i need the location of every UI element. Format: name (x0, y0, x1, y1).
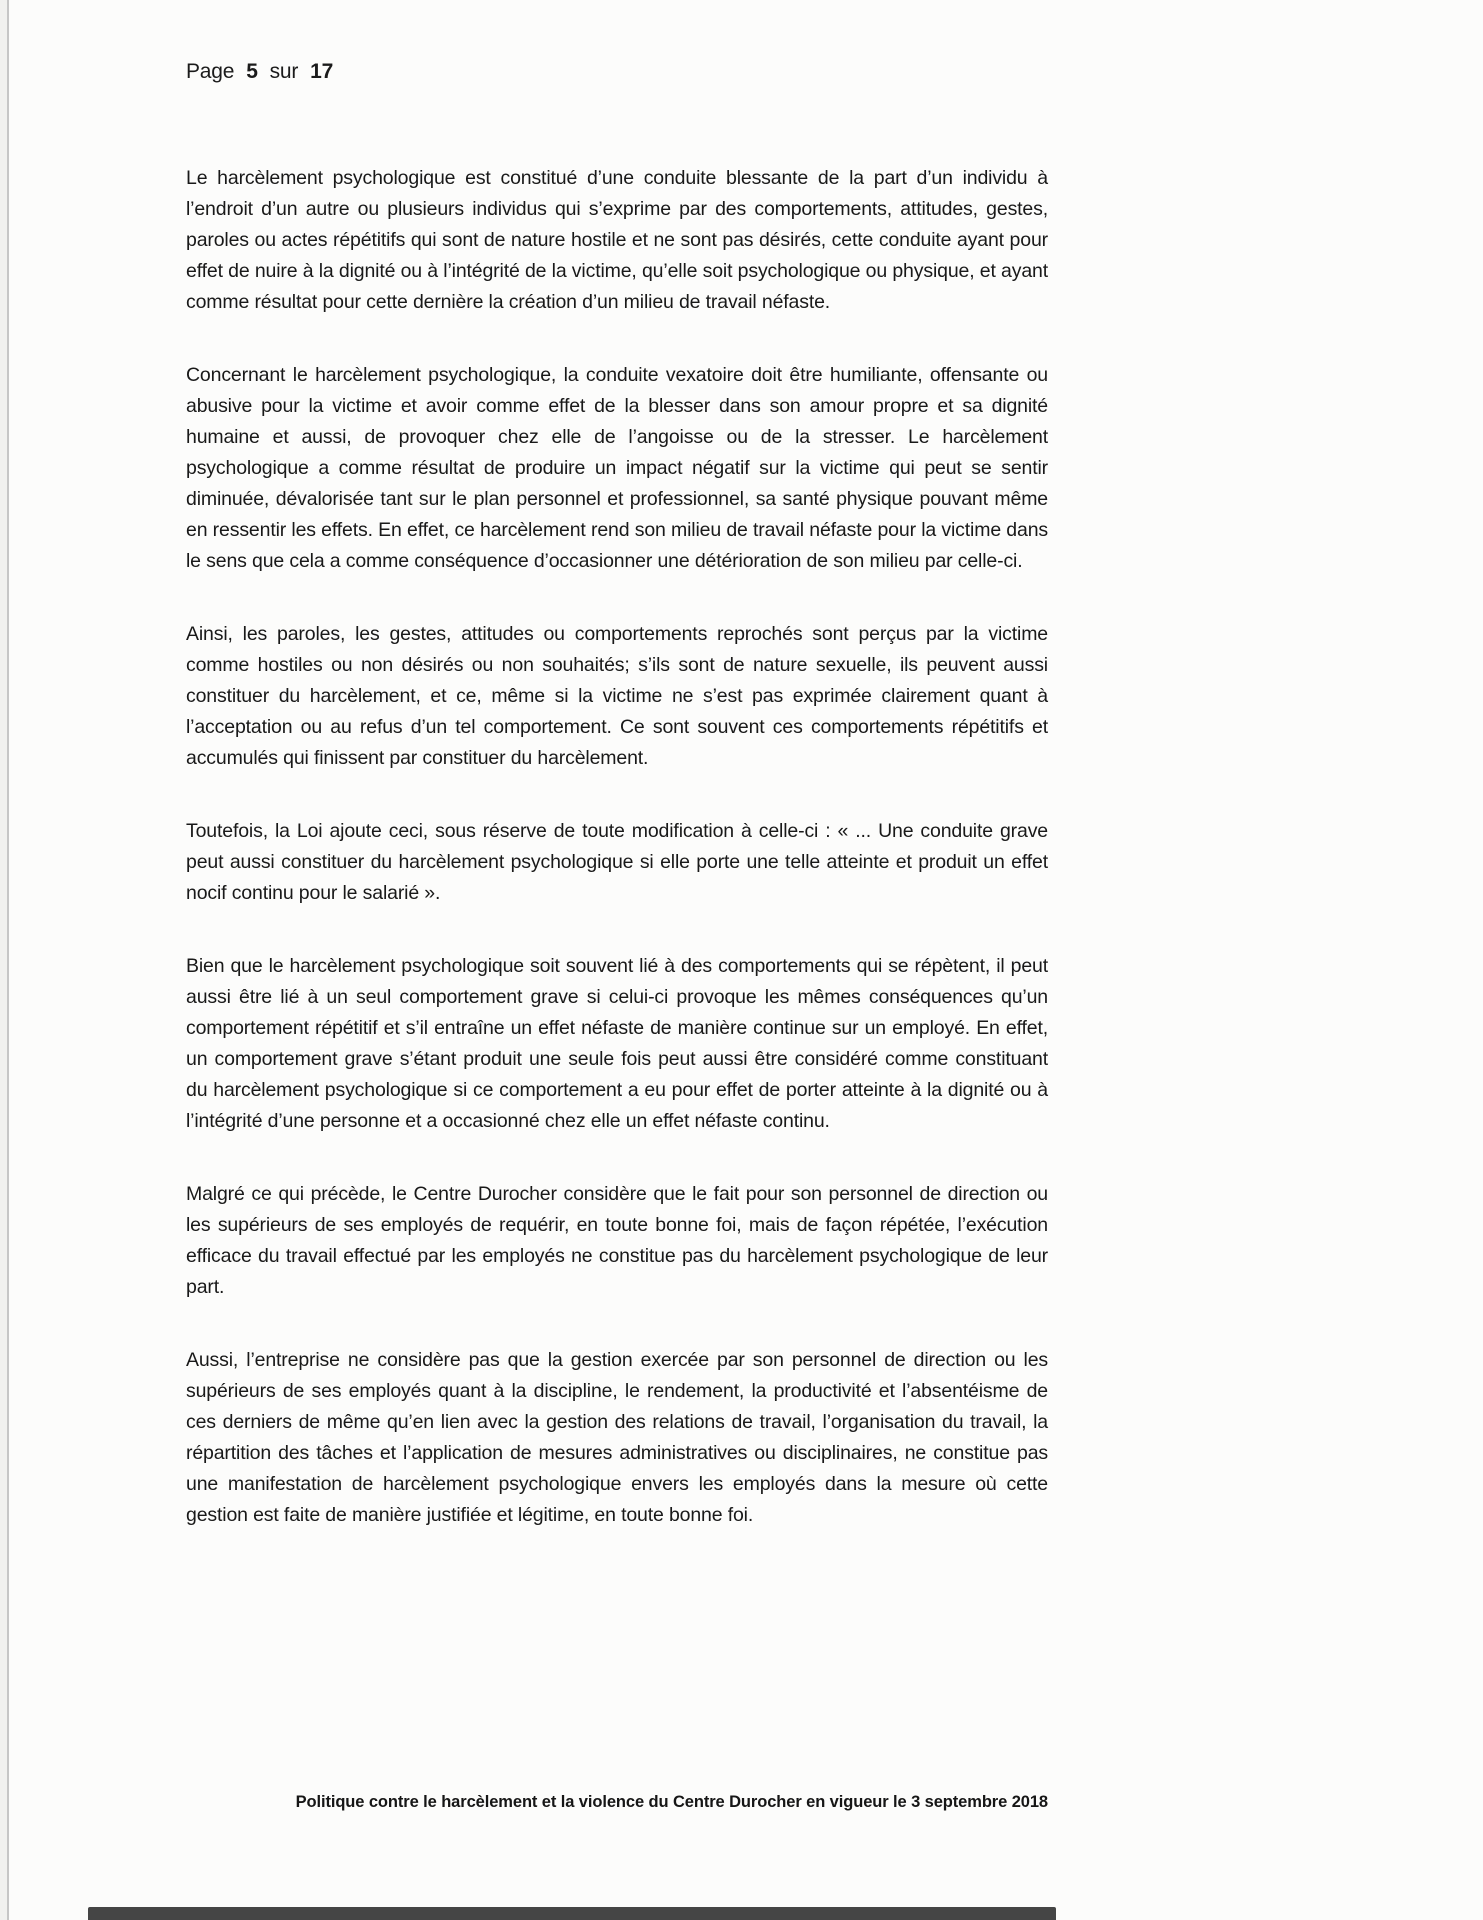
paragraph-gestion-entreprise: Aussi, l’entreprise ne considère pas que la gestion exercée par son personnel de direction ou les supérieurs de ses employés quant à la discipline, le rendement, la productivité et l’absentéisme de ces derniers de même qu’en lien avec la gestion des relations de travail, l’organisation du travail, la répartition des tâches et l’application de mesures administratives ou disciplinaires, ne constitue pas une manifestation de harcèlement psychologique envers les employés dans la mesure où cette gestion est faite de manière justifiée et légitime, en toute bonne foi. (186, 1349, 1048, 1526)
sur-word: sur (269, 60, 299, 83)
paragraph-loi-conduite-grave: Toutefois, la Loi ajoute ceci, sous réserve de toute modification à celle-ci : « ... Une conduite grave peut aussi constituer du harcèlement psychologique si elle porte une telle atteinte et produit un effet nocif continu pour le salarié ». (186, 820, 1048, 904)
document-footer: Politique contre le harcèlement et la violence du Centre Durocher en vigueur le 3 septembre 2018 (295, 1793, 1048, 1811)
page-number-header (186, 60, 333, 84)
document-body (186, 163, 1048, 1573)
paragraph-paroles-gestes: Ainsi, les paroles, les gestes, attitudes ou comportements reprochés sont perçus par la victime comme hostiles ou non désirés ou non souhaités; s’ils sont de nature sexuelle, ils peuvent aussi constituer du harcèlement, et ce, même si la victime ne s’est pas exprimée clairement quant à l’acceptation ou au refus d’un tel comportement. Ce sont souvent ces comportements répétitifs et accumulés qui finissent par constituer du harcèlement. (186, 623, 1048, 769)
paragraph-conduite-vexatoire: Concernant le harcèlement psychologique, la conduite vexatoire doit être humiliante, offensante ou abusive pour la victime et avoir comme effet de la blesser dans son amour propre et sa dignité humaine et aussi, de provoquer chez elle de l’angoisse ou de la stresser. Le harcèlement psychologique a comme résultat de produire un impact négatif sur la victime qui peut se sentir diminuée, dévalorisée tant sur le plan personnel et professionnel, sa santé physique pouvant même en ressentir les effets. En effet, ce harcèlement rend son milieu de travail néfaste pour la victime dans le sens que cela a comme conséquence d’occasionner une détérioration de son milieu par celle-ci. (186, 364, 1048, 572)
page-word: Page (186, 60, 235, 83)
bottom-scan-bar (88, 1907, 1056, 1920)
paragraph-centre-durocher-direction: Malgré ce qui précède, le Centre Durocher considère que le fait pour son personnel de direction ou les supérieurs de ses employés de requérir, en toute bonne foi, mais de façon répétée, l’exécution efficace du travail effectué par les employés ne constitue pas du harcèlement psychologique de leur part. (186, 1183, 1048, 1298)
scan-edge-strip (0, 0, 7, 1920)
page-number: 5 (246, 60, 258, 83)
paragraph-definition-harcelement: Le harcèlement psychologique est constitué d’une conduite blessante de la part d’un individu à l’endroit d’un autre ou plusieurs individus qui s’exprime par des comportements, attitudes, gestes, paroles ou actes répétitifs qui sont de nature hostile et ne sont pas désirés, cette conduite ayant pour effet de nuire à la dignité ou à l’intégrité de la victime, qu’elle soit psychologique ou physique, et ayant comme résultat pour cette dernière la création d’un milieu de travail néfaste. (186, 167, 1048, 313)
scan-edge-line (7, 0, 9, 1920)
total-pages: 17 (310, 60, 334, 83)
paragraph-comportement-unique: Bien que le harcèlement psychologique soit souvent lié à des comportements qui se répètent, il peut aussi être lié à un seul comportement grave si celui-ci provoque les mêmes conséquences qu’un comportement répétitif et s’il entraîne un effet néfaste de manière continue sur un employé. En effet, un comportement grave s’étant produit une seule fois peut aussi être considéré comme constituant du harcèlement psychologique si ce comportement a eu pour effet de porter atteinte à la dignité ou à l’intégrité d’une personne et a occasionné chez elle un effet néfaste continu. (186, 955, 1048, 1132)
